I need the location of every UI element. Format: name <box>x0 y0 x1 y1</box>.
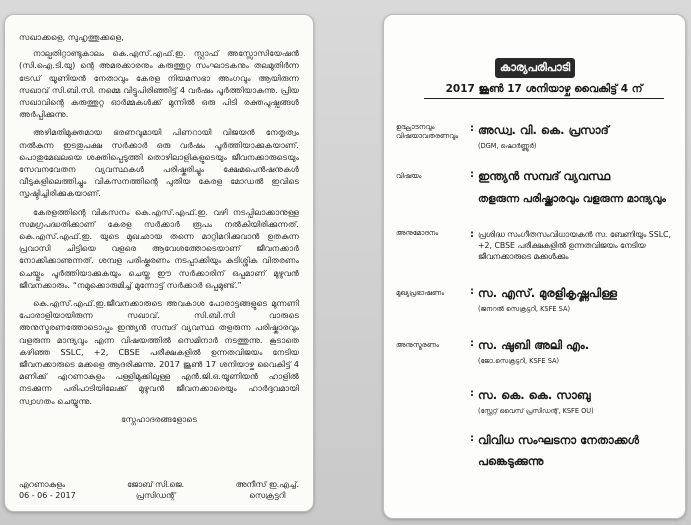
extra-speaker-name: സ. കെ. കെ. സാബു <box>478 388 591 402</box>
final-value <box>478 433 677 469</box>
topic-value <box>478 169 677 206</box>
keynote-value <box>478 286 677 314</box>
letter-greeting: സഖാക്കളെ, സുഹൃത്തുക്കളെ, <box>19 32 124 42</box>
memorial-sub: (ജോ.സെക്രട്ടറി, KSFE SA) <box>478 357 560 365</box>
signatory-president <box>127 479 184 501</box>
colon: : <box>470 388 474 399</box>
secretary-name: അനീസ് ഇ.എച്ച്. <box>235 480 299 489</box>
final-line-1: വിവിധ സംഘടനാ നേതാക്കൾ <box>478 433 640 447</box>
letter-closing: സ്നേഹാദരങ്ങളോടെ <box>121 413 197 424</box>
keynote-name: സ. എസ്. മുരളികൃഷ്ണപിള്ള <box>478 286 618 300</box>
row-final <box>396 433 677 469</box>
letter-date: 06 - 06 - 2017 <box>19 491 76 500</box>
topic-line-2: തളരുന്ന പരിഷ്ക്കാരവും വളരുന്ന മാന്ദ്യവും <box>478 193 666 205</box>
row-memorial <box>396 338 677 366</box>
invitation-letter <box>4 14 314 512</box>
letter-paragraph-1: നാല്പതിറ്റാണ്ടുകാലം കെ.എസ്.എഫ്.ഇ. സ്റ്റാഫ് അസ്സോസിയേഷൻ (സി.ഐ.ടി.യു) ന്റെ അമരക്കാരനും കരുത്തുറ്റ സംഘാടകനും തലമുതിർന്ന ട്രേഡ് യൂണിയൻ നേതാവും കേരള നിയമസഭാ അംഗവും ആയിരുന്ന സഖാവ് സി.ബി.സി. നമ്മെ വിട്ടുപിരിഞ്ഞിട്ട് 4 വർഷം പൂർത്തിയാകുന്നു. പ്രിയ സഖാവിന്റെ കരുത്തുറ്റ ഓർമ്മകൾക്ക് മുന്നിൽ ഒരു പിടി രക്തപുഷ്പങ്ങൾ അർപ്പിക്കുന്നു. <box>19 48 299 120</box>
extra-label-blank <box>396 388 466 416</box>
colon: : <box>470 169 474 180</box>
final-label-blank <box>396 433 466 469</box>
letter-paragraph-4: കെ.എസ്.എഫ്.ഇ.ജീവനക്കാരുടെ അവകാശ പോരാട്ടങ്ങളുടെ മുന്നണി പോരാളിയായിരുന്ന സഖാവ്. സി.ബി.സി വാരുടെ അനുസ്മരണത്തോടൊപ്പം ഇന്ത്യൻ സമ്പദ് വ്യവസ്ഥ തളരുന്ന പരിഷ്കാരവും വളരുന്ന മാന്ദ്യവും എന്ന വിഷയത്തിൽ സെമിനാർ നടത്തുന്നു. കൂടാതെ കഴിഞ്ഞ SSLC, +2, CBSE പരീക്ഷകളിൽ ഉന്നതവിജയം നേടിയ ജീവനക്കാരുടെ മക്കളെ ആദരിക്കുന്നു. 2017 ജൂൺ 17 ശനിയാഴ്ച വൈകിട്ട് 4 മണിക്ക് എറണാകുളം പള്ളിമുക്കിലുള്ള എൻ.ജി.ഒ.യൂണിയൻ ഹാളിൽ നടക്കുന്ന പരിപാടിയിലേക്ക് മുഴുവൻ ജീവനക്കാരെയും ഹാർദ്ദവമായി സ്വാഗതം ചെയ്യുന്നു. <box>19 298 299 406</box>
colon: : <box>470 286 474 297</box>
inauguration-value <box>478 123 677 151</box>
colon: : <box>470 433 474 444</box>
extra-value <box>478 388 677 416</box>
inauguration-sub: (DGM, ഷൊർണ്ണൂർ) <box>478 142 537 150</box>
topic-line-1: ഇന്ത്യൻ സമ്പദ് വ്യവസ്ഥ <box>478 169 611 183</box>
topic-label: വിഷയം <box>396 172 422 180</box>
colon: : <box>470 123 474 134</box>
felicitation-label: അനുമോദനം <box>396 229 439 237</box>
felicitation-text: പ്രശിദ്ധ സംഗീതസംവിധായകൻ സ. ബേണിയും SSLC, +2, CBSE പരീക്ഷകളിൽ ഉന്നതവിജയം നേടിയ ജീവനക്കാരുടെ മക്കൾക്കും <box>478 230 671 261</box>
letter-place: എറണാകുളം <box>19 480 66 489</box>
keynote-sub: (ജനറൽ സെക്രട്ടറി, KSFE SA) <box>478 305 571 313</box>
programme-date: 2017 ജൂൺ 17 ശനിയാഴ്ച വൈകിട്ട് 4 ന് <box>424 83 664 99</box>
place-date <box>19 479 76 501</box>
letter-paragraph-3: കേരളത്തിന്റെ വികസനം കെ.എസ്.എഫ്.ഇ. വഴി നടപ്പിലാക്കാനുള്ള സമഗ്രപദ്ധതിക്കാണ് കേരള സർക്കാർ രൂപം നൽകിയിരിക്കുന്നത്. കെ.എസ്.എഫ്.ഇ. യുടെ മുഖഛായ തന്നെ മാറ്റിമറിക്കുവാൻ ഉതകുന്ന പ്രവാസി ചിട്ടിയെ വളരെ ആവേശത്തോടെയാണ് ജീവനക്കാർ നോക്കിക്കാണുന്നത്. ശമ്പള പരിഷ്കരണം നടപ്പാക്കിയും കുടിശ്ശിക വിതരണം ചെയ്തും പൂർത്തിയാക്കുകയും ചെയ്ത ഈ സർക്കാരിന് ഒപ്പമാണ് മുഴുവൻ ജീവനക്കാരും. “നമുക്കൊരുമിച്ച് മുന്നോട്ട് സർക്കാർ ഒപ്പമുണ്ട്.” <box>19 206 299 290</box>
inauguration-label: ഉദ്ഘാടനവും വിഷയാവതരണവും <box>396 123 459 140</box>
final-line-2: പങ്കെടുക്കുന്നു <box>478 454 544 468</box>
memorial-label: അനുസ്മരണം <box>396 341 439 349</box>
secretary-role: സെക്രട്ടറി <box>249 491 286 500</box>
memorial-value <box>478 338 677 366</box>
president-role: പ്രസിഡന്റ് <box>135 491 176 500</box>
memorial-name: സ. ഷുബി അലി എം. <box>478 338 590 352</box>
colon: : <box>470 229 474 240</box>
signature-block <box>19 479 299 501</box>
keynote-label: മുഖ്യപ്രഭാഷണം <box>396 289 445 297</box>
programme-card <box>383 14 686 519</box>
row-felicitation <box>396 229 677 262</box>
signatory-secretary <box>236 479 299 501</box>
programme-title: കാര്യപരിപാടി <box>495 58 575 78</box>
president-name: ജോബ് സി.ജെ. <box>127 480 185 489</box>
inauguration-name: അഡ്വ. വി. കെ. പ്രസാദ് <box>478 123 609 137</box>
row-topic <box>396 169 677 206</box>
row-keynote <box>396 286 677 314</box>
letter-paragraph-2: അഴിമതിമുക്തമായ ഭരണവുമായി പിണറായി വിജയൻ നേതൃത്വം നൽകുന്ന ഇടതുപക്ഷ സർക്കാർ ഒരു വർഷം പൂർത്തിയാക്കുകയാണ്. പൊതുമേഖലയെ ശക്തിപ്പെടുത്തി തൊഴിലാളികളുടെയും ജീവനക്കാരുടെയും സേവനവേതന വ്യവസ്ഥകൾ പരിഷ്കരിച്ചും ക്ഷേമപെൻഷനുകൾ വീടുകളിലെത്തിച്ചും വികസനത്തിന്റെ പുതിയ കേരള മോഡൽ ഇവിടെ സൃഷ്ടിച്ചിരിക്കുകയാണ്. <box>19 127 299 199</box>
extra-speaker-sub: (സ്റ്റേറ്റ് വൈസ് പ്രസിഡന്റ്, KSFE OU) <box>478 407 594 415</box>
colon: : <box>470 338 474 349</box>
row-extra-speaker <box>396 388 677 416</box>
row-inauguration <box>396 123 677 151</box>
